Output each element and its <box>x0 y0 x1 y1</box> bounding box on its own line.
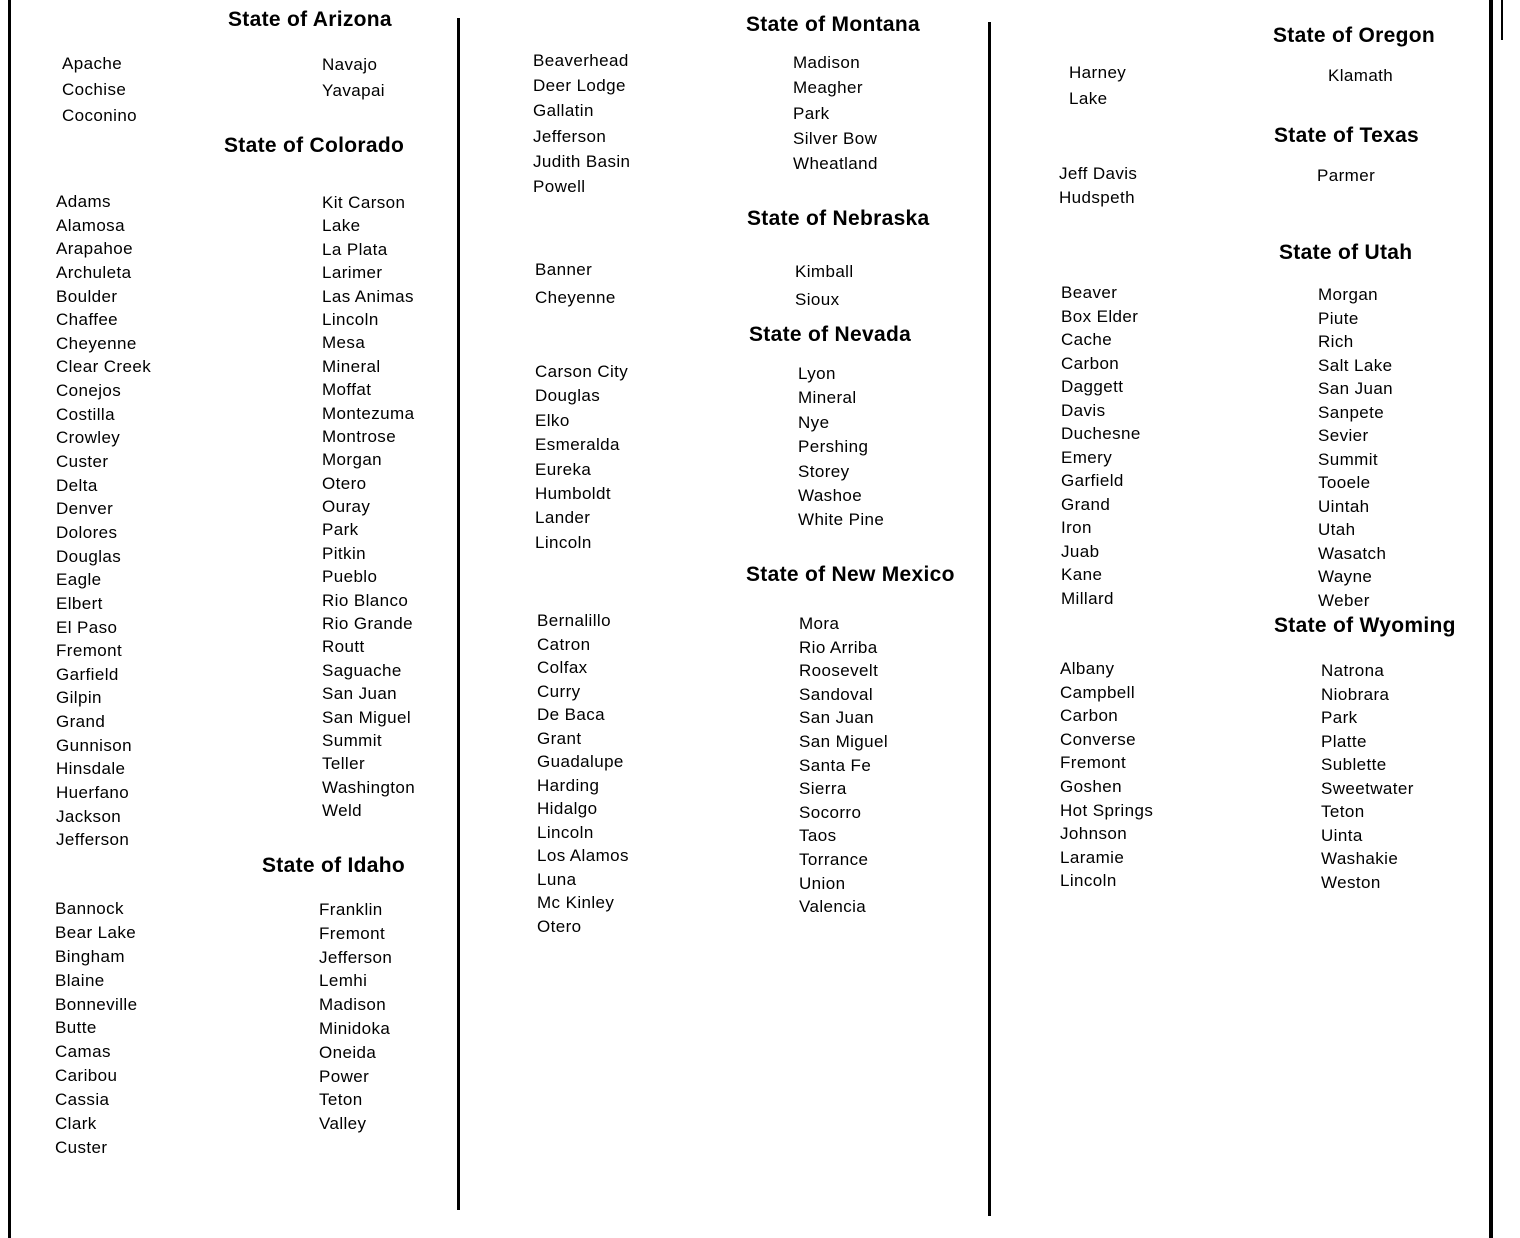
county-name: Lyon <box>798 364 836 383</box>
county-name: Harding <box>537 775 600 795</box>
arizona-counties-left <box>62 51 137 129</box>
new-mexico-counties-left <box>537 609 629 938</box>
county-name: Jefferson <box>533 126 607 146</box>
county-name: Hot Springs <box>1060 800 1154 820</box>
colorado-counties-right <box>322 191 415 823</box>
county-name: Douglas <box>56 546 122 566</box>
county-name: Teller <box>322 754 366 774</box>
county-name: Rio Grande <box>322 614 413 634</box>
county-name: Park <box>322 520 359 540</box>
arizona-counties-right <box>322 52 385 104</box>
county-name: Roosevelt <box>799 661 879 681</box>
page-border-right-outer <box>1501 0 1503 40</box>
county-name: Judith Basin <box>533 151 631 171</box>
oregon-counties-left <box>1069 60 1126 112</box>
county-name: Hinsdale <box>56 759 126 779</box>
county-name: Jefferson <box>56 830 130 850</box>
county-name: Storey <box>798 461 850 481</box>
county-name: Lincoln <box>537 822 594 842</box>
county-name: Davis <box>1061 400 1106 420</box>
county-name: Lake <box>322 216 361 236</box>
county-name: Montrose <box>322 426 397 446</box>
heading-arizona: State of Arizona <box>228 8 392 31</box>
county-name: Platte <box>1321 731 1367 751</box>
county-name: Klamath <box>1328 66 1394 85</box>
county-name: Beaverhead <box>533 51 629 70</box>
county-name: Archuleta <box>56 262 132 282</box>
county-name: Otero <box>322 473 367 493</box>
county-name: Rio Arriba <box>799 637 878 657</box>
county-name: Boulder <box>56 286 118 306</box>
county-name: Juab <box>1061 541 1100 561</box>
county-name: Box Elder <box>1061 306 1139 326</box>
county-name: Jefferson <box>319 947 393 967</box>
county-name: Gunnison <box>56 735 132 755</box>
wyoming-counties-right <box>1321 659 1414 894</box>
county-name: Crowley <box>56 428 121 448</box>
county-name: Kane <box>1061 565 1103 584</box>
county-name: Mineral <box>798 388 857 408</box>
county-name: Cheyenne <box>535 288 616 307</box>
county-name: Costilla <box>56 404 115 424</box>
county-name: Grand <box>1061 494 1111 514</box>
county-name: Pershing <box>798 437 869 457</box>
county-name: Mesa <box>322 333 366 353</box>
county-name: Union <box>799 873 846 893</box>
county-name: Navajo <box>322 55 378 74</box>
county-name: Albany <box>1060 659 1115 678</box>
county-name: Gallatin <box>533 101 594 121</box>
county-name: Madison <box>793 53 861 72</box>
county-name: Socorro <box>799 802 862 822</box>
heading-wyoming: State of Wyoming <box>1274 614 1456 637</box>
county-name: Sioux <box>795 290 840 309</box>
county-name: Goshen <box>1060 776 1122 796</box>
county-name: Yavapai <box>322 81 385 100</box>
county-name: Catron <box>537 634 591 654</box>
county-name: Montezuma <box>322 403 415 423</box>
page-border-right <box>1489 0 1493 1238</box>
column-divider-2 <box>988 22 991 1216</box>
county-name: Moffat <box>322 380 372 400</box>
county-name: El Paso <box>56 617 118 637</box>
county-name: Alamosa <box>56 215 125 235</box>
county-name: Mora <box>799 614 840 633</box>
county-name: Wayne <box>1318 567 1373 586</box>
county-name: Sanpete <box>1318 402 1385 422</box>
county-name: Sevier <box>1318 426 1369 445</box>
county-name: Weston <box>1321 872 1381 892</box>
county-name: Eureka <box>535 459 592 479</box>
heading-nevada: State of Nevada <box>749 323 912 346</box>
county-name: Summit <box>322 730 383 750</box>
county-name: Custer <box>55 1137 108 1157</box>
county-name: Bernalillo <box>537 611 611 630</box>
county-name: Humboldt <box>535 483 611 503</box>
county-name: Uintah <box>1318 496 1370 516</box>
heading-oregon: State of Oregon <box>1273 24 1436 47</box>
county-name: Rio Blanco <box>322 590 409 610</box>
county-name: Piute <box>1318 308 1359 328</box>
county-name: Larimer <box>322 263 383 283</box>
county-name: Caribou <box>55 1066 118 1086</box>
county-name: Grant <box>537 728 582 748</box>
county-name: Niobrara <box>1321 684 1390 704</box>
county-name: Daggett <box>1061 377 1124 396</box>
county-name: Clear Creek <box>56 357 152 377</box>
county-name: Torrance <box>799 849 869 869</box>
county-name: Apache <box>62 54 123 73</box>
county-name: Routt <box>322 637 365 657</box>
county-name: Lander <box>535 508 591 528</box>
county-name: Utah <box>1318 520 1356 539</box>
county-name: Beaver <box>1061 283 1118 302</box>
county-name: Bear Lake <box>55 922 137 942</box>
county-name: Teton <box>1321 802 1365 821</box>
county-name: Chaffee <box>56 310 119 330</box>
county-name: Arapahoe <box>56 239 133 259</box>
heading-nebraska: State of Nebraska <box>747 207 930 230</box>
oregon-counties-right <box>1328 63 1393 89</box>
texas-counties-left <box>1059 162 1137 210</box>
county-name: Santa Fe <box>799 755 872 775</box>
county-name: Blaine <box>55 970 105 990</box>
county-name: Conejos <box>56 381 122 401</box>
county-name: Sierra <box>799 779 847 799</box>
idaho-counties-left <box>55 897 137 1160</box>
county-name: Sweetwater <box>1321 778 1414 798</box>
county-name: Custer <box>56 452 109 472</box>
county-name: Camas <box>55 1042 111 1062</box>
county-name: Pitkin <box>322 543 366 563</box>
heading-utah: State of Utah <box>1279 241 1413 264</box>
county-name: Valencia <box>799 897 867 917</box>
county-name: Guadalupe <box>537 752 624 771</box>
new-mexico-counties-right <box>799 612 888 919</box>
county-name: Elko <box>535 410 570 430</box>
county-name: Valley <box>319 1114 367 1134</box>
county-name: Washakie <box>1321 849 1399 868</box>
county-name: Grand <box>56 712 106 732</box>
county-name: Denver <box>56 499 114 519</box>
county-name: Carbon <box>1061 353 1120 373</box>
utah-counties-left <box>1061 281 1141 610</box>
county-name: Duchesne <box>1061 424 1141 443</box>
county-name: Mc Kinley <box>537 893 615 912</box>
county-name: Franklin <box>319 900 383 919</box>
county-name: Banner <box>535 260 593 279</box>
county-name: Johnson <box>1060 824 1128 844</box>
county-name: Rich <box>1318 332 1354 351</box>
county-name: Powell <box>533 176 586 196</box>
county-name: Minidoka <box>319 1018 391 1038</box>
nevada-counties-right <box>798 362 884 533</box>
county-name: Pueblo <box>322 567 378 587</box>
county-name: La Plata <box>322 239 388 259</box>
county-name: San Miguel <box>799 731 889 751</box>
county-name: Teton <box>319 1090 363 1110</box>
county-name: San Juan <box>1318 379 1394 398</box>
county-name: Lincoln <box>322 309 379 329</box>
county-name: Fremont <box>319 923 386 943</box>
wyoming-counties-left <box>1060 657 1153 893</box>
county-name: Lemhi <box>319 971 368 991</box>
county-name: Parmer <box>1317 166 1376 185</box>
county-name: Kimball <box>795 262 854 281</box>
county-name: Hudspeth <box>1059 188 1135 207</box>
nevada-counties-left <box>535 360 628 555</box>
county-name: Clark <box>55 1114 97 1134</box>
county-name: Emery <box>1061 447 1113 467</box>
county-name: Uinta <box>1321 825 1363 845</box>
county-name: Washington <box>322 777 416 797</box>
county-name: Madison <box>319 995 387 1015</box>
county-name: Mineral <box>322 356 381 376</box>
idaho-counties-right <box>319 898 392 1136</box>
county-name: Millard <box>1061 588 1114 608</box>
county-name: Fremont <box>56 641 123 661</box>
county-name: De Baca <box>537 705 606 724</box>
nebraska-counties-left <box>535 256 616 312</box>
county-name: Power <box>319 1066 370 1086</box>
county-name: Weld <box>322 801 363 821</box>
county-name: San Juan <box>322 684 398 704</box>
county-name: Bannock <box>55 899 124 918</box>
texas-counties-right <box>1317 164 1375 188</box>
county-name: Natrona <box>1321 661 1385 680</box>
county-name: Tooele <box>1318 473 1371 492</box>
heading-texas: State of Texas <box>1274 124 1420 147</box>
county-name: Curry <box>537 681 581 701</box>
column-divider-1 <box>457 18 460 1210</box>
county-name: Jeff Davis <box>1059 164 1138 183</box>
county-name: Colfax <box>537 658 588 677</box>
county-name: Cassia <box>55 1090 110 1110</box>
county-name: Esmeralda <box>535 435 620 455</box>
county-name: Sandoval <box>799 684 874 704</box>
heading-colorado: State of Colorado <box>224 134 405 157</box>
county-name: Gilpin <box>56 688 102 708</box>
county-name: Campbell <box>1060 682 1136 702</box>
county-name: Los Alamos <box>537 846 629 865</box>
county-name: Washoe <box>798 485 863 505</box>
county-name: Eagle <box>56 570 102 590</box>
county-name: Salt Lake <box>1318 355 1393 375</box>
county-name: Deer Lodge <box>533 76 626 96</box>
county-name: Kit Carson <box>322 193 406 212</box>
county-name: Silver Bow <box>793 128 878 148</box>
county-name: Carbon <box>1060 706 1119 726</box>
county-name: Morgan <box>322 450 383 470</box>
county-name: Park <box>1321 708 1358 727</box>
county-name: Adams <box>56 192 111 211</box>
county-name: Park <box>793 103 830 123</box>
county-name: Douglas <box>535 386 601 406</box>
county-name: Luna <box>537 869 577 889</box>
montana-counties-right <box>793 50 878 176</box>
county-name: White Pine <box>798 510 885 530</box>
county-name: Cochise <box>62 80 127 99</box>
county-name: Garfield <box>1061 471 1124 490</box>
county-name: Sublette <box>1321 755 1387 774</box>
county-name: Butte <box>55 1018 97 1038</box>
county-name: Huerfano <box>56 783 130 803</box>
county-name: Converse <box>1060 729 1136 749</box>
colorado-counties-left <box>56 190 151 852</box>
county-name: Lake <box>1069 89 1108 108</box>
nebraska-counties-right <box>795 258 854 314</box>
county-name: Nye <box>798 412 830 432</box>
county-name: Delta <box>56 475 98 495</box>
county-name: Cache <box>1061 330 1113 349</box>
heading-new-mexico: State of New Mexico <box>746 563 955 586</box>
county-name: Meagher <box>793 78 863 98</box>
county-name: Garfield <box>56 664 119 684</box>
county-name: Bonneville <box>55 994 138 1014</box>
page-border-left <box>8 0 11 1238</box>
county-name: San Miguel <box>322 707 412 727</box>
county-name: Saguache <box>322 660 402 680</box>
county-name: Taos <box>799 826 837 846</box>
county-name: Oneida <box>319 1042 377 1062</box>
county-name: Lincoln <box>1060 871 1117 891</box>
utah-counties-right <box>1318 283 1393 612</box>
county-name: Wasatch <box>1318 543 1387 563</box>
county-name: Otero <box>537 916 582 936</box>
county-name: Las Animas <box>322 286 414 306</box>
county-name: Elbert <box>56 593 103 613</box>
county-name: Coconino <box>62 106 138 125</box>
county-name: Hidalgo <box>537 799 598 818</box>
county-name: San Juan <box>799 708 875 728</box>
county-name: Wheatland <box>793 154 878 174</box>
county-name: Cheyenne <box>56 333 137 353</box>
county-name: Bingham <box>55 946 125 966</box>
county-name: Harney <box>1069 63 1127 82</box>
county-name: Morgan <box>1318 285 1379 304</box>
county-name: Lincoln <box>535 532 592 552</box>
county-name: Laramie <box>1060 847 1125 867</box>
county-name: Summit <box>1318 449 1379 469</box>
county-name: Iron <box>1061 518 1092 537</box>
heading-montana: State of Montana <box>746 13 920 36</box>
montana-counties-left <box>533 48 630 199</box>
county-name: Weber <box>1318 590 1370 610</box>
county-name: Fremont <box>1060 753 1127 773</box>
heading-idaho: State of Idaho <box>262 854 406 877</box>
county-name: Carson City <box>535 362 629 381</box>
county-name: Jackson <box>56 806 122 826</box>
county-name: Ouray <box>322 497 371 517</box>
county-name: Dolores <box>56 522 118 542</box>
